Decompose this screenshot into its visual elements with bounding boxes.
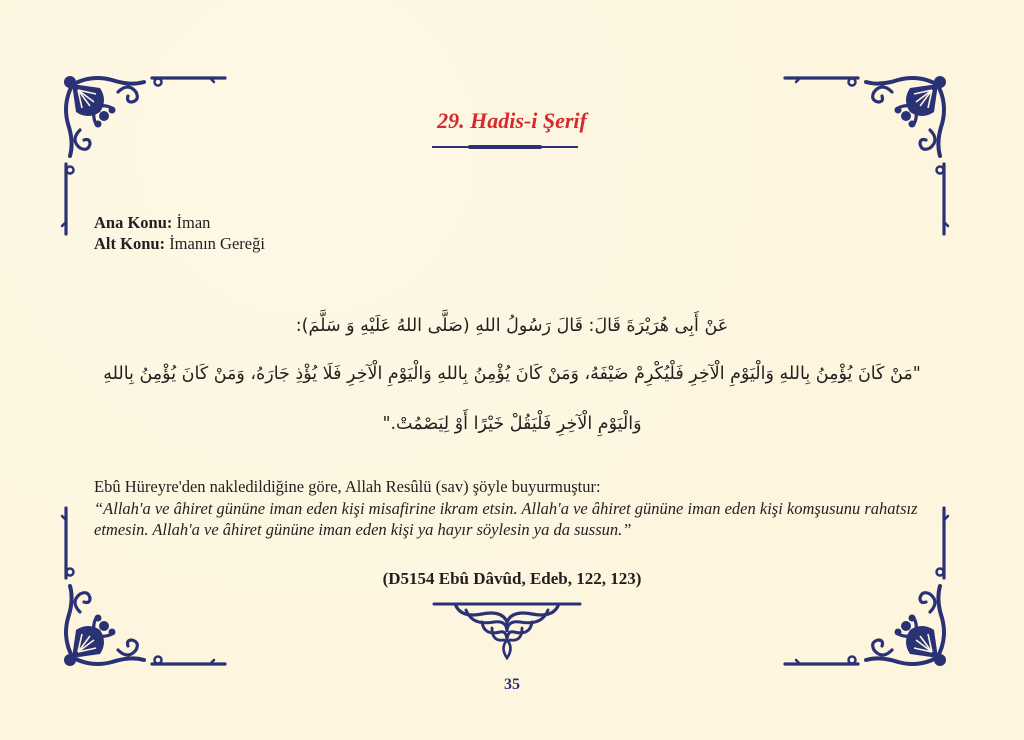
sub-topic-value: İmanın Gereği (165, 234, 265, 253)
bottom-knot-ornament-icon (432, 600, 582, 662)
topic-block (94, 212, 265, 254)
translation-quote: “Allah'a ve âhiret gününe iman eden kişi misafirine ikram etsin. Allah'a ve âhiret gününe iman eden kişi komşusunu rahatsız etmesin. Allah'a ve âhiret gününe iman eden kişi ya hayır söylesin ya da sussun.” (94, 498, 918, 539)
title-underline-divider (432, 146, 578, 148)
arabic-text-line-2: "مَنْ كَانَ يُؤْمِنُ بِاللهِ وَالْيَوْمِ الْآخِرِ فَلْيُكْرِمْ ضَيْفَهُ، وَمَنْ كَانَ يُؤْمِنُ بِاللهِ وَالْيَوْمِ الْآخِرِ فَلَا يُؤْذِ جَارَهُ، وَمَنْ كَانَ يُؤْمِنُ بِاللهِ (103, 364, 921, 384)
arabic-text-line-3: وَالْيَوْمِ الْآخِرِ فَلْيَقُلْ خَيْرًا أَوْ لِيَصْمُتْ." (382, 414, 642, 434)
main-topic-label: Ana Konu: (94, 213, 173, 232)
translation-intro: Ebû Hüreyre'den nakledildiğine göre, Allah Resûlü (sav) şöyle buyurmuştur: (94, 477, 601, 496)
sub-topic-row (94, 233, 265, 254)
page-number: 35 (504, 676, 520, 693)
main-topic-value: İman (172, 213, 211, 232)
corner-ornament-top-right-icon (780, 72, 950, 242)
hadith-title: 29. Hadis-i Şerif (437, 108, 587, 133)
source-citation: (D5154 Ebû Dâvûd, Edeb, 122, 123) (382, 569, 642, 588)
sub-topic-label: Alt Konu: (94, 234, 166, 253)
main-topic-row (94, 212, 265, 233)
translation-block (94, 476, 954, 541)
arabic-text-line-1: عَنْ أَبِى هُرَيْرَةَ قَالَ: قَالَ رَسُولُ اللهِ (صَلَّى اللهُ عَلَيْهِ وَ سَلَّمَ): (295, 316, 729, 336)
